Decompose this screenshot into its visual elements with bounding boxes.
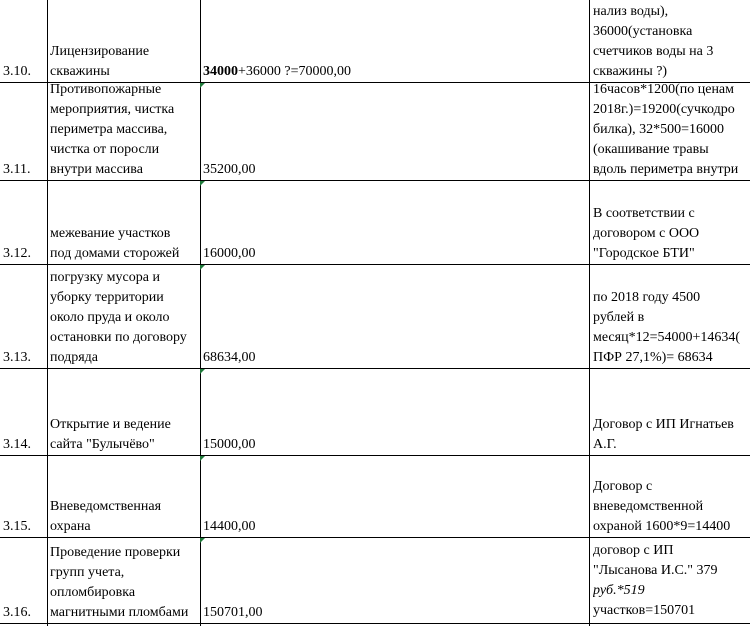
row-number: 3.13.: [3, 350, 31, 365]
row-number: 3.11.: [3, 162, 31, 177]
item-amount: 14400,00: [203, 519, 256, 534]
item-name: Проведение проверки групп учета, опломбировка магнитными пломбами: [50, 545, 189, 620]
item-amount: 34000+36000 ?=70000,00: [203, 64, 352, 79]
item-amount: 35200,00: [203, 162, 256, 177]
column-border: [47, 0, 48, 626]
item-name: Вневедомственная охрана: [50, 499, 162, 534]
item-amount: 68634,00: [203, 350, 256, 365]
item-note: В соответствии с договором с ООО "Городское БТИ": [593, 206, 700, 261]
item-amount: 16000,00: [203, 246, 256, 261]
item-amount: 15000,00: [203, 437, 256, 452]
row-number: 3.16.: [3, 605, 31, 620]
column-border: [589, 0, 590, 626]
item-name: Противопожарные мероприятия, чистка периметра массива, чистка от поросли внутри массива: [50, 83, 175, 177]
item-note: договор с ИП "Лысанова И.С." 379 руб.*519 участков=150701: [593, 543, 718, 618]
item-name: Лицензирование скважины: [50, 44, 150, 79]
row-border: [0, 623, 750, 624]
item-note: Договор с ИП Игнатьев А.Г.: [593, 417, 734, 452]
item-note: Договор с вневедомственной охраной 1600*9=14400: [593, 479, 731, 534]
column-border: [200, 0, 201, 626]
item-amount: 150701,00: [203, 605, 263, 620]
row-number: 3.15.: [3, 519, 31, 534]
item-name: погрузку мусора и уборку территории около пруда и около остановки по договору подряда: [50, 270, 187, 365]
item-name: Открытие и ведение сайта "Булычёво": [50, 417, 171, 452]
row-number: 3.10.: [3, 64, 31, 79]
item-note: нализ воды), 36000(установка счетчиков воды на 3 скважины ?): [593, 4, 714, 79]
item-note: 16часов*1200(по ценам 2018г.)=19200(сучкодро билка), 32*500=16000 (окашивание травы вдоль периметра внутри: [593, 83, 739, 177]
row-number: 3.14.: [3, 437, 31, 452]
item-note: по 2018 году 4500 рублей в месяц*12=54000+14634( ПФР 27,1%)= 68634: [593, 290, 741, 365]
item-name: межевание участков под домами сторожей: [50, 226, 180, 261]
row-number: 3.12.: [3, 246, 31, 261]
